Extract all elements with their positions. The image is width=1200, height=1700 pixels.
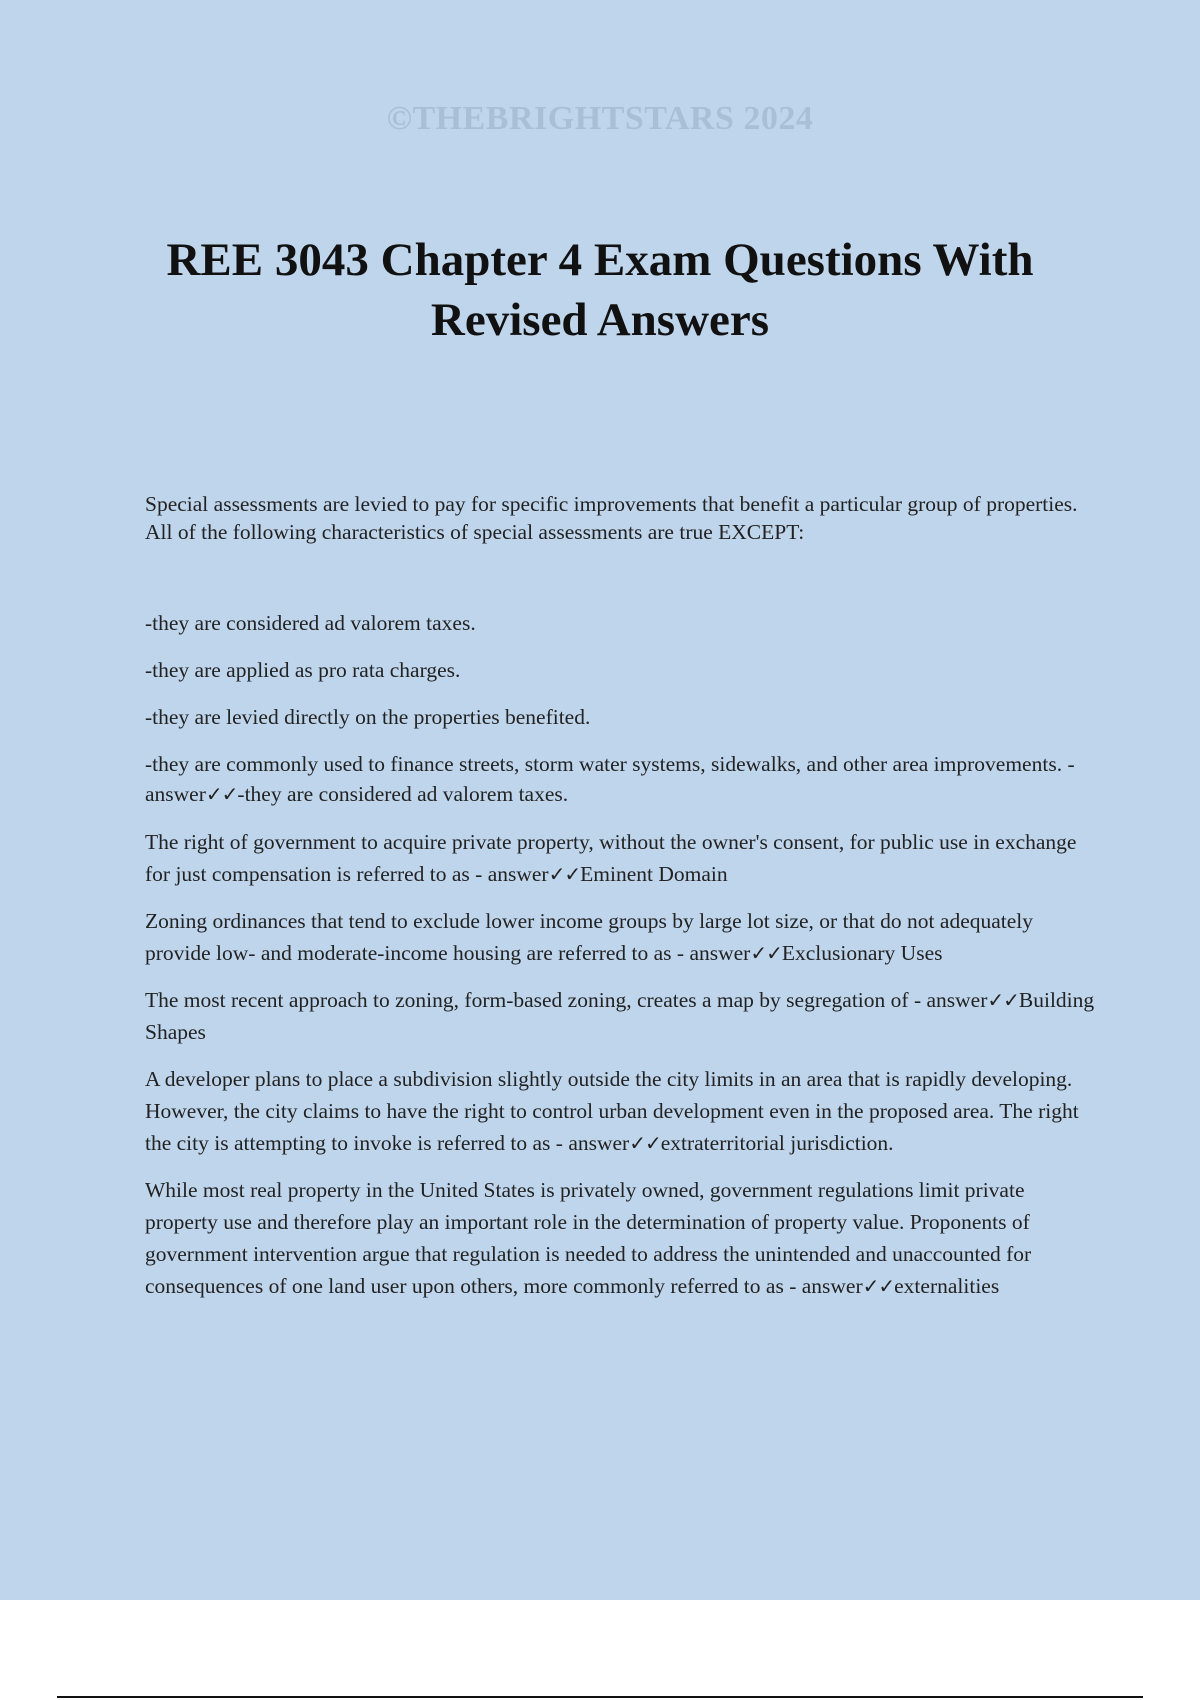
- double-check-icon: ✓✓: [987, 988, 1019, 1012]
- question-prompt: Zoning ordinances that tend to exclude lower income groups by large lot size, or that do not adequately provide low- and moderate-income housing are referred to as - answer: [145, 909, 1034, 965]
- answer-text: -they are considered ad valorem taxes.: [237, 782, 569, 806]
- question-prompt: The right of government to acquire private property, without the owner's consent, for public use in exchange for just compensation is referred to as - answer: [145, 830, 1077, 886]
- answer-option: -they are levied directly on the properties benefited.: [145, 705, 591, 729]
- answer-option-text: -they are commonly used to finance streets, storm water systems, sidewalks, and other area improvements. - answer: [145, 752, 1075, 806]
- page-footer: [0, 1600, 1200, 1700]
- document-body: [145, 490, 1100, 1317]
- question-prompt: The most recent approach to zoning, form-based zoning, creates a map by segregation of - answer: [145, 988, 988, 1012]
- question-answer-item: [145, 984, 1100, 1048]
- question-answer-item: [145, 905, 1100, 969]
- footer-divider: [57, 1696, 1143, 1698]
- double-check-icon: ✓✓: [750, 941, 782, 965]
- double-check-icon: ✓✓: [629, 1131, 661, 1155]
- answer-option: -they are applied as pro rata charges.: [145, 658, 461, 682]
- question-prompt: A developer plans to place a subdivision slightly outside the city limits in an area that is rapidly developing. However, the city claims to have the right to control urban development even in the proposed area. The right the city is attempting to invoke is referred to as - answer: [145, 1067, 1079, 1155]
- page-title: REE 3043 Chapter 4 Exam Questions With Revised Answers: [166, 234, 1034, 346]
- answer-text: Eminent Domain: [580, 862, 728, 886]
- answer-text: Building Shapes: [145, 988, 1095, 1044]
- double-check-icon: ✓✓: [862, 1274, 895, 1298]
- answer-option-with-answer: [145, 749, 1100, 809]
- answer-text: extraterritorial jurisdiction.: [660, 1131, 894, 1155]
- answer-text: externalities: [894, 1274, 1000, 1298]
- question-prompt: While most real property in the United States is privately owned, government regulations limit private property use and therefore play an important role in the determination of property value. Proponents of government intervention argue that regulation is needed to address the unintended and unaccounted for consequences of one land user upon others, more commonly referred to as - answer: [145, 1178, 1032, 1298]
- question-prompt: Special assessments are levied to pay for specific improvements that benefit a particular group of properties. All of the following characteristics of special assessments are true EXCEPT:: [145, 492, 1078, 544]
- answer-text: Exclusionary Uses: [781, 941, 943, 965]
- question-answer-item: [145, 1063, 1100, 1159]
- double-check-icon: ✓✓: [548, 862, 581, 886]
- question-answer-item: [145, 826, 1100, 890]
- answer-option: -they are considered ad valorem taxes.: [145, 611, 476, 635]
- question-answer-item: [145, 1174, 1100, 1302]
- double-check-icon: ✓✓: [205, 782, 238, 806]
- watermark: ©THEBRIGHTSTARS 2024: [386, 100, 814, 137]
